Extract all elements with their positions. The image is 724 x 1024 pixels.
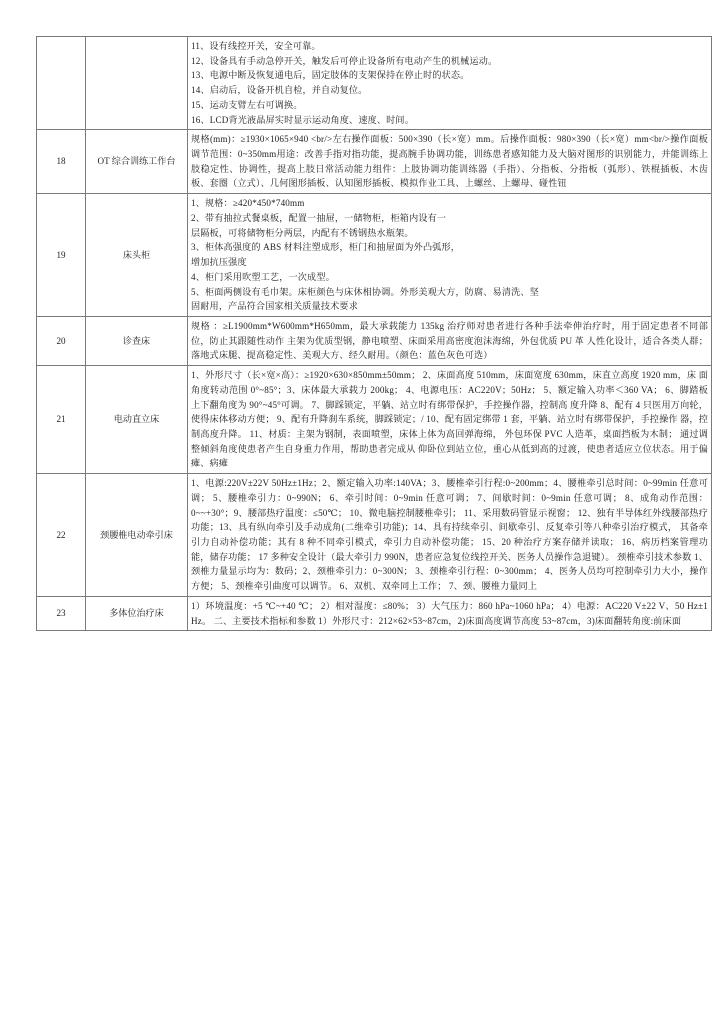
desc-line: 16、LCD背光液晶屏实时显示运动角度、速度、时间。 bbox=[191, 114, 414, 125]
desc-line: 增加抗压强度 bbox=[191, 257, 247, 268]
row-index-cell: 20 bbox=[37, 316, 86, 365]
row-name-cell: 电动直立床 bbox=[86, 366, 188, 474]
table-row bbox=[37, 474, 712, 597]
table-row bbox=[37, 596, 712, 630]
desc-line: 5、柜面两侧设有毛巾架。床柜颜色与床休相协调。外形美观大方，防腐、易清洗、坚 bbox=[191, 286, 539, 297]
desc-line: 13、电源中断及恢复通电后，固定肢体的支架保持在停止时的状态。 bbox=[191, 70, 470, 81]
row-name-cell: 诊查床 bbox=[86, 316, 188, 365]
row-description-cell: 1、电源:220V±22V 50Hz±1Hz；2、额定输入功率:140VA；3、腰椎牵引行程:0~200mm；4、腰椎牵引总时间：0~99min 任意可调； 5、腰椎牵引力：0~990N； 6、牵引时间：0~9min 任意可调； 7、间歇时间：0~9min 任意可调； 8、成角动作范围：0~~+30°；9、腰部热疗温度：≤50℃； 10、微电脑控制腰椎牵引； 11、采用数码管显示视窗； 12、独有半导体红外线腰部热疗功能；13、具有纵向牵引及手动成角(二维牵引功能)；14、具有持续牵引、间歇牵引、反复牵引等八种牵引治疗模式， 其备牵引力自动补偿功能；其有 8 种不同牵引模式，牵引力自动补偿功能； 15、20 种治疗方案存储并读取； 16、病历档案管理功能，储存功能； 17 多种安全设计（最大牵引力 990N，患者应急复位线控开关、医务人员操作急退键）。 颈椎牵引技术参数 1、颈椎力量显示均为：数码；2、颈椎牵引力：0~300N； 3、颈椎牵引行程：0~300mm； 4、医务人员均可控制牵引力大小，操作方便； 5、颈椎牵引曲度可以调节。 6、双机、双牵同上工作； 7、颈、腰椎力量同上 bbox=[188, 474, 712, 597]
table-body bbox=[37, 37, 712, 631]
row-index-cell: 21 bbox=[37, 366, 86, 474]
row-description-cell: 规格 ：≥L1900mm*W600mm*H650mm，最大承载能力 135kg 治疗师对患者进行各种手法牵伸治疗时，用于固定患者不同部位，防止其跟随性动作 主架为优质型钢，静电喷塑、床面采用高密度泡沫海绵，外包优质 PU 革 人性化设计，适合各类人群；落地式床腿、提高稳定性、美观大方、经久耐用。（颜色：蓝色灰色可选） bbox=[188, 316, 712, 365]
row-description-cell bbox=[188, 194, 712, 317]
desc-line: 层隔板，可将储物柜分两层，内配有不锈钢热水瓶架。 bbox=[191, 227, 414, 238]
desc-line: 12、设备具有手动急停开关，触发后可停止设备所有电动产生的机械运动。 bbox=[191, 55, 498, 66]
row-name-cell: 多体位治疗床 bbox=[86, 596, 188, 630]
row-name-cell: 颈腰椎电动牵引床 bbox=[86, 474, 188, 597]
table-row bbox=[37, 316, 712, 365]
desc-line: 14、启动后，设备开机自检，并自动复位。 bbox=[191, 85, 368, 96]
desc-line: 15、运动支臂左右可调换。 bbox=[191, 99, 303, 110]
table-row bbox=[37, 37, 712, 130]
table-row bbox=[37, 130, 712, 194]
row-name-cell bbox=[86, 37, 188, 130]
desc-line: 11、设有线控开关，安全可靠。 bbox=[191, 41, 321, 51]
row-index-cell bbox=[37, 37, 86, 130]
desc-line: 3、柜体高强度的 ABS 材料注塑成形，柜门和抽屉面为外凸弧形， bbox=[191, 242, 461, 253]
row-index-cell: 23 bbox=[37, 596, 86, 630]
table-row bbox=[37, 194, 712, 317]
desc-line: 1、规格：≥420*450*740mm bbox=[191, 198, 305, 209]
table-row bbox=[37, 366, 712, 474]
specification-table bbox=[36, 36, 712, 631]
row-description-cell: 1）环境温度：+5 ℃~+40 ℃； 2）相对湿度：≤80%； 3）大气压力：860 hPa~1060 hPa； 4）电源：AC220 V±22 V、50 Hz±1 Hz。 二、主要技术指标和参数 1）外形尺寸：212×62×53~87cm，2)床面高度调节高度 53~87cm，3)床面翻转角度:前床面 bbox=[188, 596, 712, 630]
row-index-cell: 22 bbox=[37, 474, 86, 597]
desc-line: 4、柜门采用吹塑工艺，一次成型。 bbox=[191, 271, 335, 282]
row-name-cell: OT 综合训练工作台 bbox=[86, 130, 188, 194]
desc-line: 2、带有抽拉式餐桌板，配置一抽屉，一储物柜，柜箱内设有一 bbox=[191, 212, 447, 223]
row-description-cell: 1、外形尺寸（长×宽×高）：≥1920×630×850mm±50mm； 2、床面高度 510mm，床面宽度 630mm，床直立高度 1920 mm，床 面角度转动范围 0°~85°；3、床体最大承载力 200kg； 4、电源电压：AC220V；50Hz； 5、额定输入功率＜360 VA； 6、脚踏板上下翻角度为 90°~45°可调。 7、脚踩锁定，平躺、站立时有绑带保护，手控操作器，控制高 度升降 8、配有 4 只医用万向轮，使得床体移动方便； 9、配有升降刹车系统，脚踩锁定；/ 10、配有固定绑带 1 套，平躺、站立时有绑带保护，手控操作 器，控制高度升降。 11、材质：主架为钢制，表面喷塑，床体上体为高回弹海绵， 外包环保 PVC 人造革，桌面挡板为木制； 通过调整倾斜角度使患者产生自身重力作用，帮助患者完成从 仰卧位到站立位，重心从低到高的过渡，使患者适应立位状态。用于偏瘫、病瘫 bbox=[188, 366, 712, 474]
row-index-cell: 19 bbox=[37, 194, 86, 317]
row-description-cell bbox=[188, 37, 712, 130]
row-description-cell: 规格(mm)：≥1930×1065×940 <br/>左右操作面板：500×390（长×宽）mm。后操作面板：980×390（长×宽）mm<br/>操作面板调节范围：0~350mm用途：改善手指对指功能，提高腕手协调功能，训练患者感知能力及大脑对图形的识别能力，并能训练上肢稳定性、协调性，提高上肢日常活动能力组件：上肢协调功能训练器（手指）、分指板、分指板（弧形）、铁棍插板、木齿板、套圈（立式）、几何图形插板、认知图形插板、模拟作业工具、上螺丝、上螺母、碰性钮 bbox=[188, 130, 712, 194]
row-index-cell: 18 bbox=[37, 130, 86, 194]
desc-line: 固耐用，产品符合国家相关质量技术要求 bbox=[191, 301, 358, 312]
row-name-cell: 床头柜 bbox=[86, 194, 188, 317]
